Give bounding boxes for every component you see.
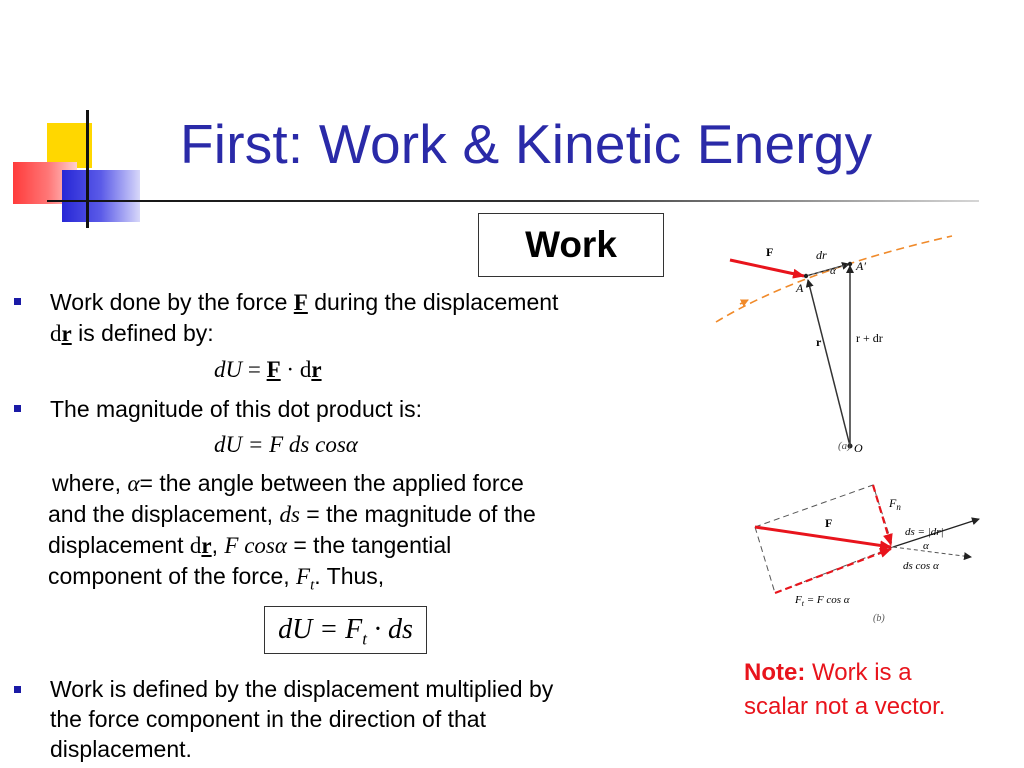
diagram-a <box>712 228 962 460</box>
label-A-prime: A′ <box>856 259 866 273</box>
point-a-prime <box>848 262 852 266</box>
where-paragraph: where, α= the angle between the applied force and the displacement, ds = the magnitude of the displacement dr, F cosα = the tangential component of the force, $F_t$. Thus, <box>48 470 536 594</box>
force-arrow <box>730 260 804 276</box>
label-O: O <box>854 441 863 455</box>
label-A: A <box>796 281 804 295</box>
path-curve <box>716 236 952 322</box>
label-F: F <box>766 245 774 259</box>
bullet-2-text: The magnitude of this dot product is: <box>50 396 423 422</box>
label-Ft: $F_t = F$ cos α <box>795 594 850 608</box>
logo-blue-square <box>62 170 140 222</box>
label-ds-abs-dr: ds = |dr| <box>905 526 944 538</box>
bullet-marker <box>14 298 21 305</box>
label-dr: dr <box>816 248 827 262</box>
equation-dU-dot: dU = F · dr <box>214 357 322 382</box>
label-F-b: F <box>825 516 833 530</box>
work-label-box: Work <box>478 213 664 277</box>
label-r-plus-dr: r + dr <box>856 331 883 345</box>
bullet-marker <box>14 405 21 412</box>
title-underline <box>47 200 979 202</box>
note-text: Note: Work is a scalar not a vector. <box>744 659 946 720</box>
force-arrow-b <box>755 527 891 547</box>
label-alpha-b: α <box>923 540 929 552</box>
caption-a-text: (a) <box>838 440 851 452</box>
label-Fn: $F_n$ <box>889 496 901 512</box>
label-r: r <box>816 335 822 349</box>
label-ds-cos: ds cos α <box>903 560 939 572</box>
bullet-3-text: Work is defined by the displacement multiplied by the force component in the direction of that displacement. <box>50 676 554 762</box>
ds-cos-projection <box>893 547 971 557</box>
parallelogram-outline <box>755 485 893 593</box>
bullet-marker <box>14 686 21 693</box>
equation-magnitude: dU = F ds cosα <box>214 432 358 457</box>
path-arrow <box>740 300 748 304</box>
bullet-1-text: Work done by the force F during the displacement dr is defined by: <box>50 289 559 346</box>
r-vector <box>808 280 850 446</box>
label-alpha: α <box>830 265 836 277</box>
caption-b: (b) <box>873 613 885 624</box>
equation-box-dU-Ft-ds: dU = $F_t$ · ds <box>264 606 427 654</box>
logo-vertical-line <box>86 110 89 228</box>
diagram-b <box>745 475 990 630</box>
point-a <box>804 274 808 278</box>
slide-title: First: Work & Kinetic Energy <box>180 113 873 175</box>
tangential-component <box>775 549 891 593</box>
